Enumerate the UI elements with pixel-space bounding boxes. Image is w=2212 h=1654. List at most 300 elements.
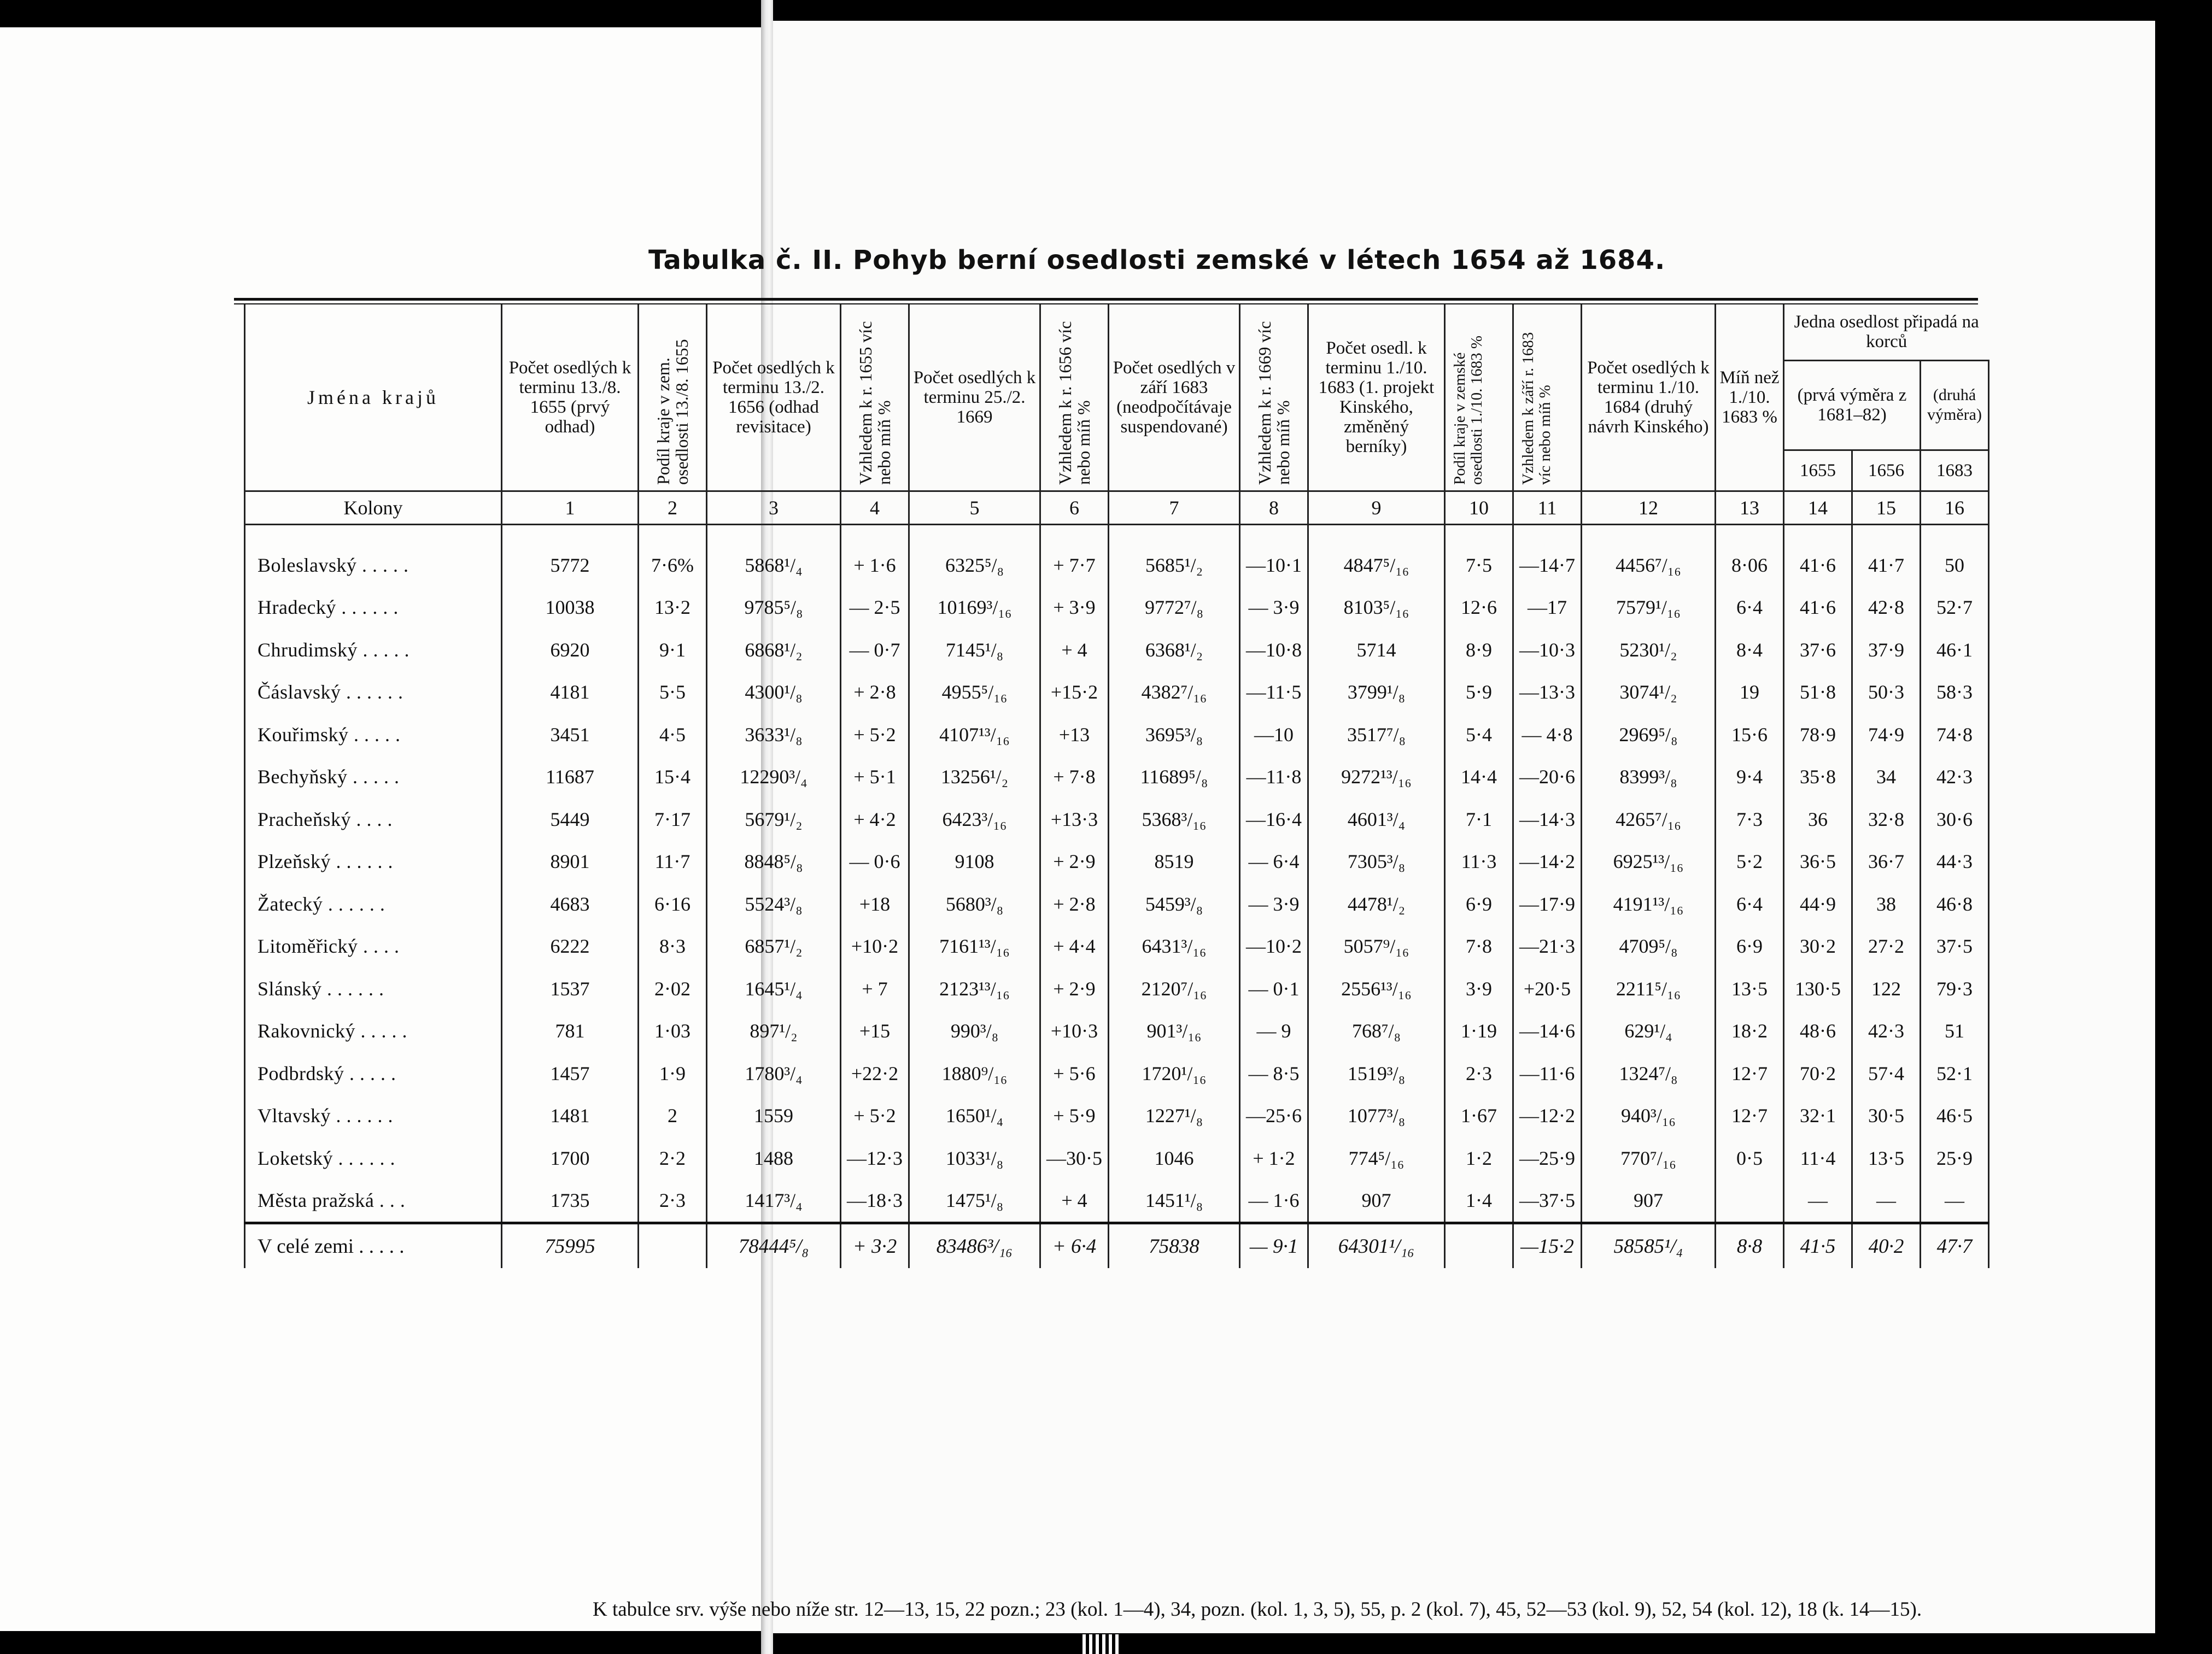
cell-col-7: 3695³/₈: [1109, 713, 1240, 756]
cell-col-1: 1735: [502, 1180, 639, 1223]
cell-col-15: 32·8: [1852, 798, 1921, 841]
cell-col-15: 41·7: [1852, 544, 1921, 586]
region-name: Loketský . . . . . .: [245, 1137, 502, 1180]
cell-col-11: —13·3: [1513, 671, 1582, 714]
header-group-korcu: Jedna osedlost připadá na korců: [1784, 304, 1989, 360]
cell-col-16: 74·8: [1921, 713, 1989, 756]
cell-col-1: 5449: [502, 798, 639, 841]
region-name: Rakovnický . . . . .: [245, 1010, 502, 1053]
cell-col-12: 4709⁵/₈: [1582, 925, 1716, 968]
cell-col-12: 4191¹³/₁₆: [1582, 883, 1716, 925]
cell-col-11: —10·3: [1513, 629, 1582, 671]
cell-col-6: + 4: [1040, 1180, 1109, 1223]
total-col-9: 64301¹/₁₆: [1308, 1223, 1445, 1269]
cell-col-9: 3517⁷/₈: [1308, 713, 1445, 756]
table-row: [245, 1095, 1990, 1137]
cell-col-3: 6857¹/₂: [707, 925, 841, 968]
cell-col-9: 7305³/₈: [1308, 841, 1445, 883]
cell-col-12: 2969⁵/₈: [1582, 713, 1716, 756]
region-name: Boleslavský . . . . .: [245, 544, 502, 586]
cell-col-9: 768⁷/₈: [1308, 1010, 1445, 1053]
region-name: Podbrdský . . . . .: [245, 1052, 502, 1095]
total-col-11: —15·2: [1513, 1223, 1582, 1269]
cell-col-10: 6·9: [1445, 883, 1513, 925]
cell-col-3: 5524³/₈: [707, 883, 841, 925]
header-col-4: Vzhledem k r. 1655 víc nebo míň %: [841, 304, 909, 491]
cell-col-3: 1645¹/₄: [707, 967, 841, 1010]
cell-col-15: 37·9: [1852, 629, 1921, 671]
cell-col-2: 1·03: [639, 1010, 707, 1053]
cell-col-14: 130·5: [1784, 967, 1852, 1010]
cell-col-13: 8·4: [1716, 629, 1784, 671]
cell-col-13: 12·7: [1716, 1095, 1784, 1137]
table-row: [245, 586, 1990, 629]
cell-col-11: —20·6: [1513, 756, 1582, 799]
region-name: Čáslavský . . . . . .: [245, 671, 502, 714]
cell-col-1: 8901: [502, 841, 639, 883]
cell-col-1: 4683: [502, 883, 639, 925]
cell-col-10: 2·3: [1445, 1052, 1513, 1095]
total-col-13: 8·8: [1716, 1223, 1784, 1269]
cell-col-16: 58·3: [1921, 671, 1989, 714]
cell-col-11: —37·5: [1513, 1180, 1582, 1223]
col-number: 8: [1240, 491, 1308, 525]
header-col-8: Vzhledem k r. 1669 víc nebo míň %: [1240, 304, 1308, 491]
cell-col-6: +10·3: [1040, 1010, 1109, 1053]
cell-col-4: +10·2: [841, 925, 909, 968]
cell-col-1: 10038: [502, 586, 639, 629]
cell-col-4: + 5·2: [841, 1095, 909, 1137]
region-name: Hradecký . . . . . .: [245, 586, 502, 629]
cell-col-14: 70·2: [1784, 1052, 1852, 1095]
cell-col-12: 5230¹/₂: [1582, 629, 1716, 671]
cell-col-13: 13·5: [1716, 967, 1784, 1010]
cell-col-7: 6431³/₁₆: [1109, 925, 1240, 968]
cell-col-5: 7145¹/₈: [909, 629, 1040, 671]
cell-col-5: 1650¹/₄: [909, 1095, 1040, 1137]
total-row: [245, 1223, 1990, 1269]
cell-col-12: 6925¹³/₁₆: [1582, 841, 1716, 883]
total-label: V celé zemi . . . . .: [245, 1223, 502, 1269]
cell-col-12: 2211⁵/₁₆: [1582, 967, 1716, 1010]
cell-col-5: 1475¹/₈: [909, 1180, 1040, 1223]
cell-col-10: 1·19: [1445, 1010, 1513, 1053]
cell-col-4: — 0·6: [841, 841, 909, 883]
cell-col-3: 6868¹/₂: [707, 629, 841, 671]
cell-col-2: 2·3: [639, 1180, 707, 1223]
cell-col-13: 8·06: [1716, 544, 1784, 586]
cell-col-4: +15: [841, 1010, 909, 1053]
cell-col-8: —10: [1240, 713, 1308, 756]
cell-col-9: 4847⁵/₁₆: [1308, 544, 1445, 586]
cell-col-15: 36·7: [1852, 841, 1921, 883]
cell-col-3: 1780³/₄: [707, 1052, 841, 1095]
cell-col-13: 9·4: [1716, 756, 1784, 799]
col-number: 7: [1109, 491, 1240, 525]
cell-col-4: — 0·7: [841, 629, 909, 671]
cell-col-6: + 2·9: [1040, 841, 1109, 883]
cell-col-7: 4382⁷/₁₆: [1109, 671, 1240, 714]
header-col-2: Podíl kraje v zem. osedlosti 13./8. 1655: [639, 304, 707, 491]
cell-col-11: —14·7: [1513, 544, 1582, 586]
cell-col-3: 4300¹/₈: [707, 671, 841, 714]
cell-col-13: 12·7: [1716, 1052, 1784, 1095]
cell-col-15: 74·9: [1852, 713, 1921, 756]
total-col-14: 41·5: [1784, 1223, 1852, 1269]
col-number: 6: [1040, 491, 1109, 525]
cell-col-11: —17·9: [1513, 883, 1582, 925]
cell-col-10: 14·4: [1445, 756, 1513, 799]
col-number: 4: [841, 491, 909, 525]
cell-col-16: 52·1: [1921, 1052, 1989, 1095]
cell-col-13: 7·3: [1716, 798, 1784, 841]
col-number: 9: [1308, 491, 1445, 525]
cell-col-3: 3633¹/₈: [707, 713, 841, 756]
cell-col-15: 27·2: [1852, 925, 1921, 968]
cell-col-7: 1227¹/₈: [1109, 1095, 1240, 1137]
cell-col-8: — 1·6: [1240, 1180, 1308, 1223]
cell-col-7: 901³/₁₆: [1109, 1010, 1240, 1053]
cell-col-9: 9272¹³/₁₆: [1308, 756, 1445, 799]
cell-col-11: —25·9: [1513, 1137, 1582, 1180]
cell-col-12: 4456⁷/₁₆: [1582, 544, 1716, 586]
cell-col-8: —10·2: [1240, 925, 1308, 968]
total-col-1: 75995: [502, 1223, 639, 1269]
cell-col-15: 42·8: [1852, 586, 1921, 629]
cell-col-5: 7161¹³/₁₆: [909, 925, 1040, 968]
cell-col-3: 1417³/₄: [707, 1180, 841, 1223]
cell-col-5: 1033¹/₈: [909, 1137, 1040, 1180]
cell-col-12: 4265⁷/₁₆: [1582, 798, 1716, 841]
cell-col-7: 1720¹/₁₆: [1109, 1052, 1240, 1095]
cell-col-16: —: [1921, 1180, 1989, 1223]
cell-col-15: 38: [1852, 883, 1921, 925]
total-col-4: + 3·2: [841, 1223, 909, 1269]
header-col-5: Počet osedlých k terminu 25./2. 1669: [909, 304, 1040, 491]
cell-col-5: 4107¹³/₁₆: [909, 713, 1040, 756]
cell-col-13: 5·2: [1716, 841, 1784, 883]
region-name: Pracheňský . . . .: [245, 798, 502, 841]
col-number: 12: [1582, 491, 1716, 525]
cell-col-5: 13256¹/₂: [909, 756, 1040, 799]
cell-col-6: +15·2: [1040, 671, 1109, 714]
table-row: [245, 967, 1990, 1010]
region-name: Plzeňský . . . . . .: [245, 841, 502, 883]
cell-col-16: 79·3: [1921, 967, 1989, 1010]
cell-col-2: 9·1: [639, 629, 707, 671]
cell-col-16: 51: [1921, 1010, 1989, 1053]
total-col-7: 75838: [1109, 1223, 1240, 1269]
cell-col-9: 1077³/₈: [1308, 1095, 1445, 1137]
cell-col-11: —12·2: [1513, 1095, 1582, 1137]
total-col-10: [1445, 1223, 1513, 1269]
cell-col-12: 3074¹/₂: [1582, 671, 1716, 714]
cell-col-1: 6920: [502, 629, 639, 671]
cell-col-5: 5680³/₈: [909, 883, 1040, 925]
cell-col-2: 2: [639, 1095, 707, 1137]
cell-col-7: 2120⁷/₁₆: [1109, 967, 1240, 1010]
cell-col-12: 940³/₁₆: [1582, 1095, 1716, 1137]
region-name: Slánský . . . . . .: [245, 967, 502, 1010]
region-name: Města pražská . . .: [245, 1180, 502, 1223]
header-col-10: Podíl kraje v zemské osedlosti 1./10. 1683 %: [1445, 304, 1513, 491]
total-col-15: 40·2: [1852, 1223, 1921, 1269]
region-name: Žatecký . . . . . .: [245, 883, 502, 925]
cell-col-12: 7579¹/₁₆: [1582, 586, 1716, 629]
cell-col-12: 770⁷/₁₆: [1582, 1137, 1716, 1180]
col-number: 3: [707, 491, 841, 525]
cell-col-8: — 6·4: [1240, 841, 1308, 883]
cell-col-8: —11·5: [1240, 671, 1308, 714]
cell-col-8: — 9: [1240, 1010, 1308, 1053]
cell-col-12: 1324⁷/₈: [1582, 1052, 1716, 1095]
cell-col-4: —18·3: [841, 1180, 909, 1223]
table-row: [245, 544, 1990, 586]
region-name: Vltavský . . . . . .: [245, 1095, 502, 1137]
cell-col-5: 9108: [909, 841, 1040, 883]
cell-col-8: —11·8: [1240, 756, 1308, 799]
cell-col-15: —: [1852, 1180, 1921, 1223]
cell-col-9: 8103⁵/₁₆: [1308, 586, 1445, 629]
region-name: Litoměřický . . . .: [245, 925, 502, 968]
cell-col-9: 774⁵/₁₆: [1308, 1137, 1445, 1180]
cell-col-14: 35·8: [1784, 756, 1852, 799]
table-row: [245, 841, 1990, 883]
cell-col-16: 50: [1921, 544, 1989, 586]
cell-col-10: 1·67: [1445, 1095, 1513, 1137]
cell-col-14: 37·6: [1784, 629, 1852, 671]
cell-col-13: 6·9: [1716, 925, 1784, 968]
cell-col-13: 6·4: [1716, 883, 1784, 925]
cell-col-6: + 4·4: [1040, 925, 1109, 968]
total-col-8: — 9·1: [1240, 1223, 1308, 1269]
cell-col-1: 5772: [502, 544, 639, 586]
cell-col-4: + 7: [841, 967, 909, 1010]
cell-col-5: 2123¹³/₁₆: [909, 967, 1040, 1010]
cell-col-2: 2·02: [639, 967, 707, 1010]
table-row: [245, 798, 1990, 841]
table-row: [245, 1010, 1990, 1053]
cell-col-3: 897¹/₂: [707, 1010, 841, 1053]
cell-col-15: 30·5: [1852, 1095, 1921, 1137]
header-names: Jména krajů: [245, 304, 502, 491]
cell-col-11: —21·3: [1513, 925, 1582, 968]
table-row: [245, 756, 1990, 799]
cell-col-2: 13·2: [639, 586, 707, 629]
cell-col-11: —17: [1513, 586, 1582, 629]
header-row: [245, 304, 1990, 360]
cell-col-15: 34: [1852, 756, 1921, 799]
total-col-3: 78444⁵/₈: [707, 1223, 841, 1269]
top-rule: [234, 298, 1978, 301]
region-name: Bechyňský . . . . .: [245, 756, 502, 799]
total-col-5: 83486³/₁₆: [909, 1223, 1040, 1269]
cell-col-10: 5·4: [1445, 713, 1513, 756]
table-row: [245, 1137, 1990, 1180]
cell-col-16: 37·5: [1921, 925, 1989, 968]
cell-col-4: — 2·5: [841, 586, 909, 629]
cell-col-14: 41·6: [1784, 544, 1852, 586]
cell-col-10: 7·8: [1445, 925, 1513, 968]
cell-col-14: 51·8: [1784, 671, 1852, 714]
col-number: 15: [1852, 491, 1921, 525]
cell-col-10: 5·9: [1445, 671, 1513, 714]
cell-col-6: +13: [1040, 713, 1109, 756]
cell-col-10: 7·1: [1445, 798, 1513, 841]
cell-col-10: 1·2: [1445, 1137, 1513, 1180]
header-year-1656: 1656: [1852, 450, 1921, 491]
cell-col-1: 1481: [502, 1095, 639, 1137]
cell-col-4: +18: [841, 883, 909, 925]
footnote: K tabulce srv. výše nebo níže str. 12—13, 15, 22 pozn.; 23 (kol. 1—4), 34, pozn. (kol. 1, 3, 5), 55, p. 2 (kol. 7), 45, 52—53 (kol. 9), 52, 54 (kol. 12), 18 (k. 14—15).: [593, 1598, 1922, 1621]
cell-col-3: 8848⁵/₈: [707, 841, 841, 883]
cell-col-6: + 2·9: [1040, 967, 1109, 1010]
total-col-2: [639, 1223, 707, 1269]
cell-col-8: + 1·2: [1240, 1137, 1308, 1180]
col-number: 16: [1921, 491, 1989, 525]
cell-col-10: 12·6: [1445, 586, 1513, 629]
cell-col-5: 4955⁵/₁₆: [909, 671, 1040, 714]
total-col-12: 58585¹/₄: [1582, 1223, 1716, 1269]
cell-col-9: 3799¹/₈: [1308, 671, 1445, 714]
total-col-16: 47·7: [1921, 1223, 1989, 1269]
cell-col-11: —14·6: [1513, 1010, 1582, 1053]
cell-col-2: 11·7: [639, 841, 707, 883]
cell-col-3: 12290³/₄: [707, 756, 841, 799]
cell-col-5: 1880⁹/₁₆: [909, 1052, 1040, 1095]
header-sub-first: (prvá výměra z 1681–82): [1784, 360, 1921, 450]
cell-col-1: 1537: [502, 967, 639, 1010]
cell-col-6: + 5·9: [1040, 1095, 1109, 1137]
header-year-1655: 1655: [1784, 450, 1852, 491]
cell-col-14: 36·5: [1784, 841, 1852, 883]
cell-col-6: + 7·8: [1040, 756, 1109, 799]
cell-col-15: 122: [1852, 967, 1921, 1010]
cell-col-3: 5868¹/₄: [707, 544, 841, 586]
cell-col-16: 44·3: [1921, 841, 1989, 883]
cell-col-10: 8·9: [1445, 629, 1513, 671]
cell-col-16: 46·8: [1921, 883, 1989, 925]
cell-col-7: 1451¹/₈: [1109, 1180, 1240, 1223]
cell-col-4: + 4·2: [841, 798, 909, 841]
cell-col-5: 6325⁵/₈: [909, 544, 1040, 586]
cell-col-4: —12·3: [841, 1137, 909, 1180]
header-col-11: Vzhledem k září r. 1683 víc nebo míň %: [1513, 304, 1582, 491]
region-name: Kouřimský . . . . .: [245, 713, 502, 756]
cell-col-6: +13·3: [1040, 798, 1109, 841]
cell-col-6: + 5·6: [1040, 1052, 1109, 1095]
column-number-row: [245, 491, 1990, 525]
cell-col-14: 48·6: [1784, 1010, 1852, 1053]
cell-col-11: —14·3: [1513, 798, 1582, 841]
col-number: 2: [639, 491, 707, 525]
cell-col-3: 9785⁵/₈: [707, 586, 841, 629]
cell-col-13: 18·2: [1716, 1010, 1784, 1053]
spacer-row: [245, 525, 1990, 544]
cell-col-10: 11·3: [1445, 841, 1513, 883]
cell-col-13: 19: [1716, 671, 1784, 714]
table-title: Tabulka č. II. Pohyb berní osedlosti zemské v létech 1654 až 1684.: [648, 245, 1666, 275]
cell-col-11: +20·5: [1513, 967, 1582, 1010]
cell-col-3: 1488: [707, 1137, 841, 1180]
cell-col-11: —14·2: [1513, 841, 1582, 883]
cell-col-14: 11·4: [1784, 1137, 1852, 1180]
cell-col-13: 0·5: [1716, 1137, 1784, 1180]
cell-col-6: —30·5: [1040, 1137, 1109, 1180]
cell-col-14: 78·9: [1784, 713, 1852, 756]
cell-col-4: +22·2: [841, 1052, 909, 1095]
cell-col-8: — 8·5: [1240, 1052, 1308, 1095]
cell-col-8: —16·4: [1240, 798, 1308, 841]
cell-col-8: — 3·9: [1240, 883, 1308, 925]
cell-col-16: 46·1: [1921, 629, 1989, 671]
cell-col-2: 6·16: [639, 883, 707, 925]
cell-col-2: 8·3: [639, 925, 707, 968]
cell-col-9: 1519³/₈: [1308, 1052, 1445, 1095]
cell-col-9: 5057⁹/₁₆: [1308, 925, 1445, 968]
cell-col-2: 15·4: [639, 756, 707, 799]
cell-col-12: 8399³/₈: [1582, 756, 1716, 799]
cell-col-1: 1457: [502, 1052, 639, 1095]
cell-col-7: 1046: [1109, 1137, 1240, 1180]
cell-col-7: 5685¹/₂: [1109, 544, 1240, 586]
cell-col-10: 1·4: [1445, 1180, 1513, 1223]
table-row: [245, 629, 1990, 671]
cell-col-14: 30·2: [1784, 925, 1852, 968]
cell-col-1: 11687: [502, 756, 639, 799]
cell-col-2: 5·5: [639, 671, 707, 714]
cell-col-9: 4478¹/₂: [1308, 883, 1445, 925]
col-number: 10: [1445, 491, 1513, 525]
cell-col-11: — 4·8: [1513, 713, 1582, 756]
cell-col-6: + 3·9: [1040, 586, 1109, 629]
cell-col-14: 32·1: [1784, 1095, 1852, 1137]
cell-col-10: 3·9: [1445, 967, 1513, 1010]
cell-col-2: 7·17: [639, 798, 707, 841]
table-row: [245, 925, 1990, 968]
cell-col-2: 7·6%: [639, 544, 707, 586]
cell-col-15: 13·5: [1852, 1137, 1921, 1180]
cell-col-9: 907: [1308, 1180, 1445, 1223]
table-row: [245, 1180, 1990, 1223]
cell-col-16: 25·9: [1921, 1137, 1989, 1180]
cell-col-16: 52·7: [1921, 586, 1989, 629]
cell-col-14: —: [1784, 1180, 1852, 1223]
cell-col-1: 781: [502, 1010, 639, 1053]
cell-col-15: 50·3: [1852, 671, 1921, 714]
cell-col-12: 907: [1582, 1180, 1716, 1223]
table-row: [245, 671, 1990, 714]
total-col-6: + 6·4: [1040, 1223, 1109, 1269]
cell-col-4: + 5·1: [841, 756, 909, 799]
cell-col-14: 36: [1784, 798, 1852, 841]
cell-col-4: + 5·2: [841, 713, 909, 756]
cell-col-2: 2·2: [639, 1137, 707, 1180]
cell-col-9: 2556¹³/₁₆: [1308, 967, 1445, 1010]
region-name: Chrudimský . . . . .: [245, 629, 502, 671]
table-body: [245, 544, 1990, 1223]
cell-col-14: 41·6: [1784, 586, 1852, 629]
cell-col-15: 57·4: [1852, 1052, 1921, 1095]
cell-col-7: 5459³/₈: [1109, 883, 1240, 925]
cell-col-12: 629¹/₄: [1582, 1010, 1716, 1053]
cell-col-9: 5714: [1308, 629, 1445, 671]
cell-col-7: 8519: [1109, 841, 1240, 883]
scan-edge-marks: [1082, 1634, 1121, 1654]
cell-col-9: 4601³/₄: [1308, 798, 1445, 841]
cell-col-14: 44·9: [1784, 883, 1852, 925]
cell-col-5: 10169³/₁₆: [909, 586, 1040, 629]
